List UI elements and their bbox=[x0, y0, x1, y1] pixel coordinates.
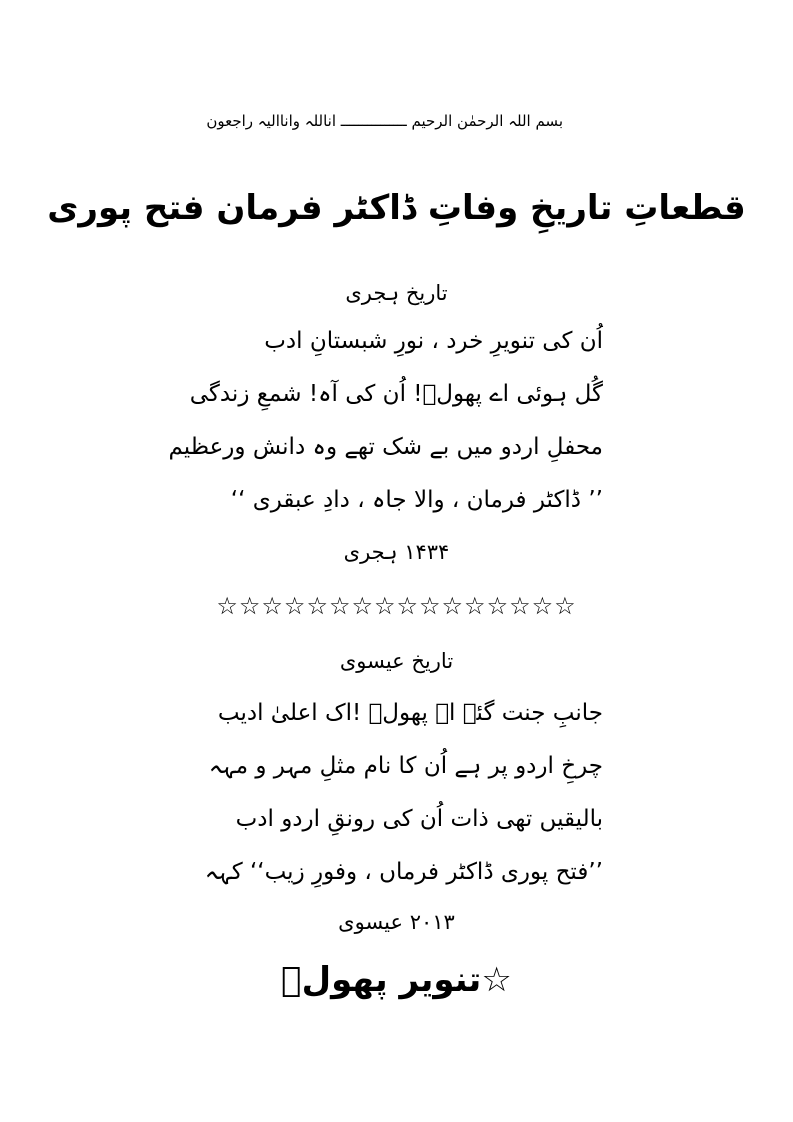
isawi-year: ۲۰۱۳ عیسوی bbox=[338, 910, 455, 934]
isawi-verse-1: جانبِ جنت گئے اے پھولؔ !اک اعلیٰ ادیب bbox=[217, 700, 603, 726]
star-separator: ☆☆☆☆☆☆☆☆☆☆☆☆☆☆☆☆ bbox=[216, 592, 577, 620]
isawi-verse-3: بالیقیں تھی ذات اُن کی رونقِ اردو ادب bbox=[235, 806, 603, 832]
hijri-verse-4: ’’ ڈاکٹر فرمان ، والا جاہ ، دادِ عبقری ‘‘ bbox=[230, 487, 603, 513]
hijri-verse-3: محفلِ اردو میں بے شک تھے وہ دانش ورعظیم bbox=[168, 434, 603, 460]
author-signature: ☆تنویر پھولؔ bbox=[281, 960, 512, 1000]
hijri-heading: تاریخ ہجری bbox=[345, 281, 448, 305]
hijri-year: ۱۴۳۴ ہجری bbox=[343, 540, 450, 564]
header-line: بسم اللہ الرحمٰن الرحیم ـــــــــــــــ اناللہ واناالیہ راجعون bbox=[206, 112, 563, 130]
page-title: قطعاتِ تاریخِ وفاتِ ڈاکٹر فرمان فتح پوری bbox=[47, 188, 746, 228]
hijri-verse-1: اُن کی تنویرِ خرد ، نورِ شبستانِ ادب bbox=[264, 328, 603, 354]
isawi-verse-4: ’’فتح پوری ڈاکٹر فرماں ، وفورِ زیب‘‘ کہہ bbox=[204, 859, 603, 885]
hijri-verse-2: گُل ہوئی اے پھولؔ! اُن کی آہ! شمعِ زندگی bbox=[189, 381, 603, 407]
isawi-verse-2: چرخِ اردو پر ہے اُن کا نام مثلِ مہر و مہہ bbox=[208, 753, 603, 779]
isawi-heading: تاریخ عیسوی bbox=[339, 649, 454, 673]
